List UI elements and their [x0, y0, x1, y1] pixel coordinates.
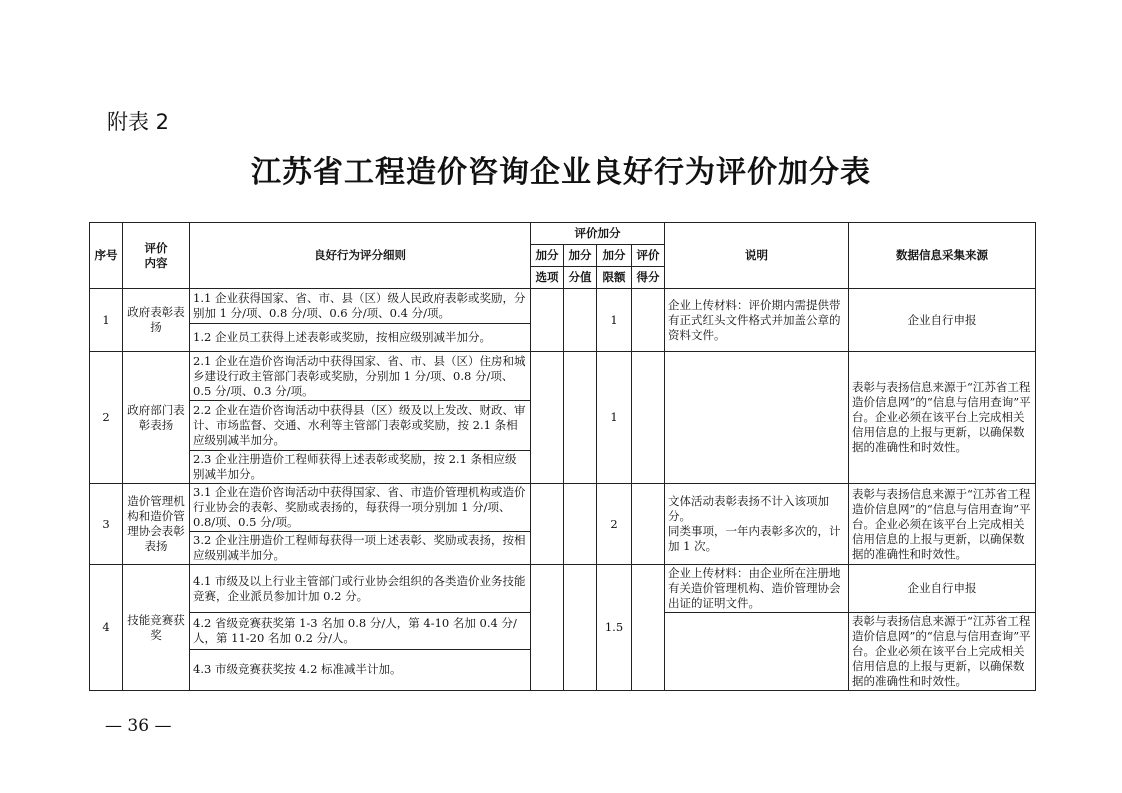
evaluation-table	[89, 222, 1036, 691]
row1-note: 企业上传材料：评价期内需提供带有正式红头文件格式并加盖公章的资料文件。	[665, 289, 849, 352]
row4-opt	[531, 565, 564, 691]
row2-rule-1: 2.1 企业在造价咨询活动中获得国家、省、市、县（区）住房和城乡建设行政主管部门表彰或奖励，分别加 1 分/项、0.8 分/项、0.5 分/项、0.3 分/项。	[190, 352, 531, 401]
row1-opt	[531, 289, 564, 352]
row2-rule-2: 2.2 企业在造价咨询活动中获得县（区）级及以上发改、财政、审计、市场监督、交通、水利等主管部门表彰或奖励，按 2.1 条相应级别减半加分。	[190, 401, 531, 451]
row2-content: 政府部门表彰表扬	[123, 352, 190, 484]
row2-got	[632, 352, 665, 484]
row2-val	[564, 352, 597, 484]
row1-rule-2: 1.2 企业员工获得上述表彰或奖励，按相应级别减半加分。	[190, 324, 531, 352]
header-val-2: 分值	[564, 267, 597, 289]
row1-source: 企业自行申报	[849, 289, 1036, 352]
appendix-label: 附表 2	[107, 110, 170, 134]
header-val-1: 加分	[564, 245, 597, 267]
row3-note: 文体活动表彰表扬不计入该项加分。 同类事项，一年内表彰多次的，计加 1 次。	[665, 484, 849, 565]
page-title: 江苏省工程造价咨询企业良好行为评价加分表	[251, 155, 871, 190]
row4-note: 企业上传材料：由企业所在注册地有关造价管理机构、造价管理协会出证的证明文件。	[665, 565, 849, 613]
row1-rule-1: 1.1 企业获得国家、省、市、县（区）级人民政府表彰或奖励，分别加 1 分/项、0.8 分/项、0.6 分/项、0.4 分/项。	[190, 289, 531, 324]
row4-seq: 4	[90, 565, 123, 691]
row1-val	[564, 289, 597, 352]
row4-rule-1: 4.1 市级及以上行业主管部门或行业协会组织的各类造价业务技能竞赛，企业派员参加计加 0.2 分。	[190, 565, 531, 613]
row3-source: 表彰与表扬信息来源于“江苏省工程造价信息网”的“信息与信用查询”平台。企业必须在该平台上完成相关信用信息的上报与更新，以确保数据的准确性和时效性。	[849, 484, 1036, 565]
row4-content: 技能竞赛获奖	[123, 565, 190, 691]
row3-got	[632, 484, 665, 565]
row2-source: 表彰与表扬信息来源于“江苏省工程造价信息网”的“信息与信用查询”平台。企业必须在该平台上完成相关信用信息的上报与更新，以确保数据的准确性和时效性。	[849, 352, 1036, 484]
row3-seq: 3	[90, 484, 123, 565]
row3-opt	[531, 484, 564, 565]
header-got-2: 得分	[632, 267, 665, 289]
header-got-1: 评价	[632, 245, 665, 267]
row1-content: 政府表彰表扬	[123, 289, 190, 352]
page-number: — 36 —	[105, 716, 172, 736]
header-seq: 序号	[90, 223, 123, 289]
header-opt-2: 选项	[531, 267, 564, 289]
header-note: 说明	[665, 223, 849, 289]
row4-rule-3: 4.3 市级竞赛获奖按 4.2 标准减半计加。	[190, 649, 531, 690]
row4-got	[632, 565, 665, 691]
row3-content: 造价管理机构和造价管理协会表彰表扬	[123, 484, 190, 565]
header-limit-2: 限额	[597, 267, 632, 289]
row4-val	[564, 565, 597, 691]
header-score-group: 评价加分	[531, 223, 665, 245]
row1-got	[632, 289, 665, 352]
row1-limit: 1	[597, 289, 632, 352]
row2-limit: 1	[597, 352, 632, 484]
header-rule: 良好行为评分细则	[190, 223, 531, 289]
row3-rule-1: 3.1 企业在造价咨询活动中获得国家、省、市造价管理机构或造价行业协会的表彰、奖励或表扬的，每获得一项分别加 1 分/项、0.8/项、0.5 分/项。	[190, 484, 531, 532]
header-content: 评价 内容	[123, 223, 190, 289]
row4-source: 企业自行申报	[849, 565, 1036, 613]
row3-val	[564, 484, 597, 565]
row3-limit: 2	[597, 484, 632, 565]
row2-seq: 2	[90, 352, 123, 484]
row2-note	[665, 352, 849, 484]
row1-seq: 1	[90, 289, 123, 352]
row2-rule-3: 2.3 企业注册造价工程师获得上述表彰或奖励，按 2.1 条相应级别减半加分。	[190, 451, 531, 484]
header-limit-1: 加分	[597, 245, 632, 267]
row4-rule-2: 4.2 省级竞赛获奖第 1-3 名加 0.8 分/人，第 4-10 名加 0.4 分/人，第 11-20 名加 0.2 分/人。	[190, 613, 531, 650]
row4-note-empty	[665, 613, 849, 691]
header-opt-1: 加分	[531, 245, 564, 267]
row2-opt	[531, 352, 564, 484]
row3-rule-2: 3.2 企业注册造价工程师每获得一项上述表彰、奖励或表扬，按相应级别减半加分。	[190, 532, 531, 565]
row4-limit: 1.5	[597, 565, 632, 691]
row4-source-2: 表彰与表扬信息来源于“江苏省工程造价信息网”的“信息与信用查询”平台。企业必须在该平台上完成相关信用信息的上报与更新，以确保数据的准确性和时效性。	[849, 613, 1036, 691]
header-source: 数据信息采集来源	[849, 223, 1036, 289]
